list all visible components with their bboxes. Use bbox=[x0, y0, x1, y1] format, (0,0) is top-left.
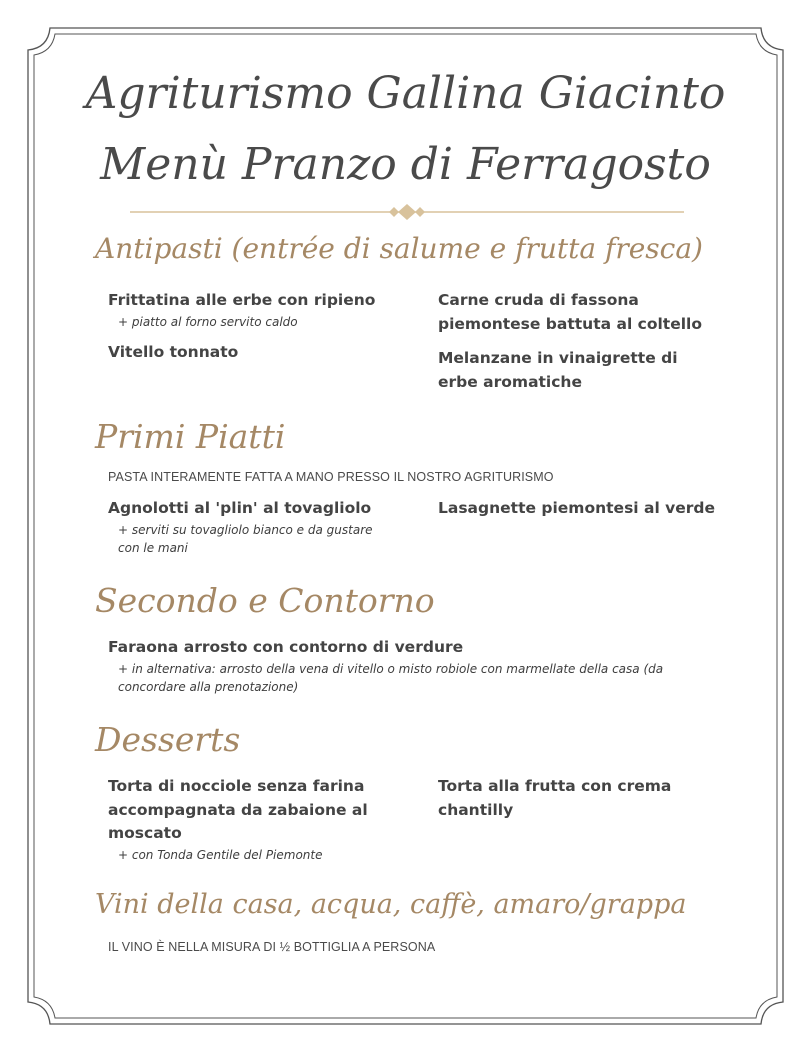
section-note-vini: IL VINO È NELLA MISURA DI ½ BOTTIGLIA A PERSONA bbox=[108, 940, 436, 954]
menu-item bbox=[108, 289, 388, 331]
dish-name: Melanzane in vinaigrette di erbe aromatiche bbox=[438, 349, 678, 391]
dish-name: Carne cruda di fassona piemontese battuta al coltello bbox=[438, 291, 702, 333]
dish-name: Vitello tonnato bbox=[108, 343, 239, 361]
dish-name: Torta di nocciole senza farina accompagnata da zabaione al moscato bbox=[108, 777, 368, 842]
ornamental-divider bbox=[130, 200, 684, 224]
section-note-primi: PASTA INTERAMENTE FATTA A MANO PRESSO IL NOSTRO AGRITURISMO bbox=[108, 470, 554, 484]
dish-description: + serviti su tovagliolo bianco e da gustare con le mani bbox=[118, 522, 373, 555]
section-title-desserts: Desserts bbox=[95, 720, 241, 759]
menu-item bbox=[438, 289, 718, 336]
section-title-primi: Primi Piatti bbox=[95, 417, 286, 456]
dish-description: + in alternativa: arrosto della vena di vitello o misto robiole con marmellate della casa (da concordare alla prenotazione) bbox=[118, 661, 664, 694]
dish-description: + con Tonda Gentile del Piemonte bbox=[118, 847, 323, 862]
dish-name: Agnolotti al 'plin' al tovagliolo bbox=[108, 499, 372, 517]
menu-title-line1: Agriturismo Gallina Giacinto bbox=[85, 68, 726, 119]
dish-name: Faraona arrosto con contorno di verdure bbox=[108, 638, 464, 656]
menu-item bbox=[438, 775, 698, 822]
section-title-antipasti: Antipasti (entrée di salume e frutta fresca) bbox=[95, 232, 703, 265]
menu-item bbox=[108, 497, 388, 557]
menu-item bbox=[108, 636, 668, 696]
dish-name: Frittatina alle erbe con ripieno bbox=[108, 291, 376, 309]
menu-item bbox=[108, 341, 388, 365]
menu-title-line2: Menù Pranzo di Ferragosto bbox=[100, 139, 711, 190]
menu-item bbox=[438, 347, 718, 394]
menu-item bbox=[438, 497, 718, 521]
dish-name: Lasagnette piemontesi al verde bbox=[438, 499, 716, 517]
section-title-vini: Vini della casa, acqua, caffè, amaro/grappa bbox=[95, 889, 687, 920]
menu-item bbox=[108, 775, 378, 864]
dish-name: Torta alla frutta con crema chantilly bbox=[438, 777, 672, 819]
dish-description: + piatto al forno servito caldo bbox=[118, 314, 298, 329]
section-title-secondo: Secondo e Contorno bbox=[95, 581, 435, 620]
